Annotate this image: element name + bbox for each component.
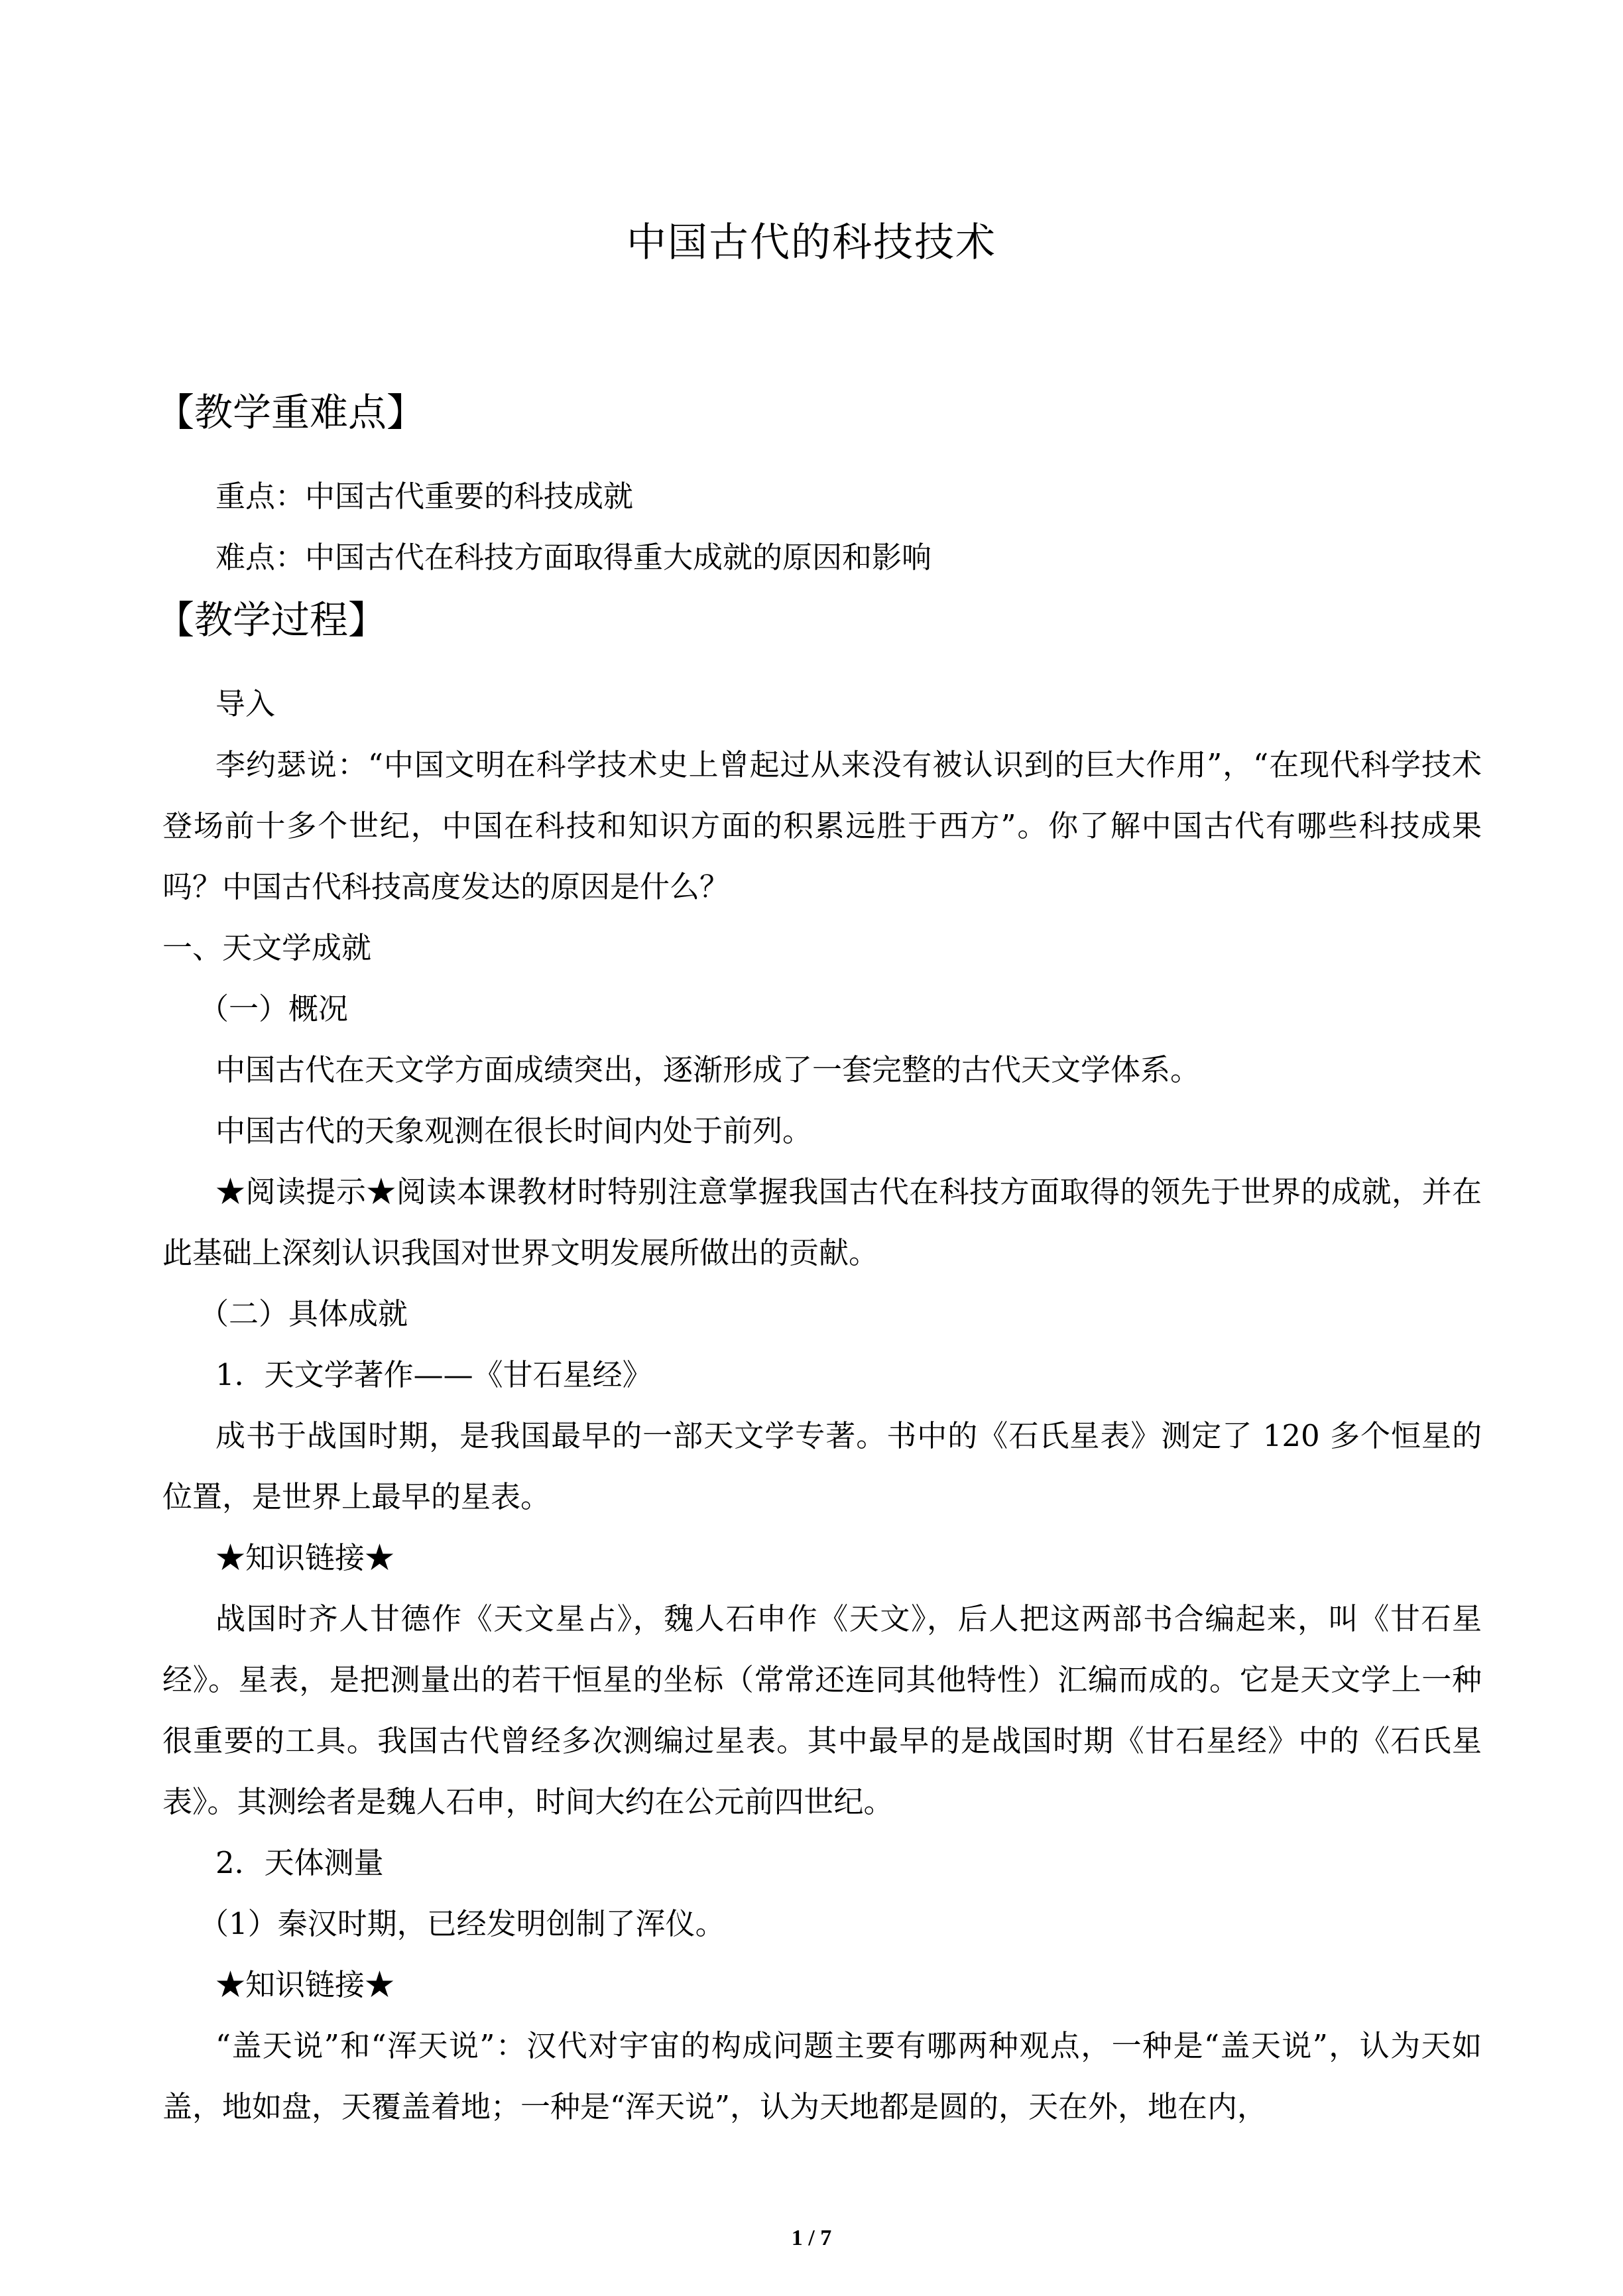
page-title: 中国古代的科技技术 [627, 219, 996, 266]
process-heading: 【教学过程】 [156, 597, 387, 642]
item-1-heading: 1．天文学著作——《甘石星经》 [215, 1357, 652, 1392]
item-1-paragraph: 成书于战国时期，是我国最早的一部天文学专著。书中的《石氏星表》测定了 120 多个恒星的位置，是世界上最早的星表。 [162, 1418, 1482, 1514]
key-points-heading: 【教学重难点】 [156, 390, 426, 435]
item-2-heading: 2．天体测量 [215, 1845, 384, 1880]
page-number: 1 / 7 [791, 2226, 832, 2250]
item-2-point-1: （1）秦汉时期，已经发明创制了浑仪。 [199, 1906, 725, 1941]
intro-label: 导入 [215, 686, 276, 721]
overview-paragraph-2: 中国古代的天象观测在很长时间内处于前列。 [215, 1113, 813, 1148]
reading-tip-paragraph: ★阅读提示★阅读本课教材时特别注意掌握我国古代在科技方面取得的领先于世界的成就，并在此基础上深刻认识我国对世界文明发展所做出的贡献。 [162, 1174, 1482, 1270]
section-astronomy-heading: 一、天文学成就 [162, 930, 372, 965]
subsection-overview-heading: （一）概况 [199, 991, 349, 1026]
knowledge-link-paragraph-1: 战国时齐人甘德作《天文星占》，魏人石申作《天文》，后人把这两部书合编起来，叫《甘石星经》。星表，是把测量出的若干恒星的坐标（常常还连同其他特性）汇编而成的。它是天文学上一种很重要的工具。我国古代曾经多次测编过星表。其中最早的是战国时期《甘石星经》中的《石氏星表》。其测绘者是魏人石申，时间大约在公元前四世纪。 [162, 1601, 1482, 1819]
knowledge-link-paragraph-2: “盖天说”和“浑天说”：汉代对宇宙的构成问题主要有哪两种观点，一种是“盖天说”，认为天如盖，地如盘，天覆盖着地；一种是“浑天说”，认为天地都是圆的，天在外，地在内， [162, 2028, 1482, 2124]
key-point: 重点：中国古代重要的科技成就 [215, 479, 634, 514]
overview-paragraph-1: 中国古代在天文学方面成绩突出，逐渐形成了一套完整的古代天文学体系。 [215, 1052, 1201, 1087]
knowledge-link-label-2: ★知识链接★ [215, 1967, 395, 2002]
subsection-achievements-heading: （二）具体成就 [199, 1296, 408, 1331]
difficult-point: 难点：中国古代在科技方面取得重大成就的原因和影响 [215, 540, 932, 575]
intro-paragraph: 李约瑟说：“中国文明在科学技术史上曾起过从来没有被认识到的巨大作用”，“在现代科学技术登场前十多个世纪，中国在科技和知识方面的积累远胜于西方”。你了解中国古代有哪些科技成果吗？中国古代科技高度发达的原因是什么？ [162, 747, 1482, 904]
knowledge-link-label-1: ★知识链接★ [215, 1540, 395, 1575]
